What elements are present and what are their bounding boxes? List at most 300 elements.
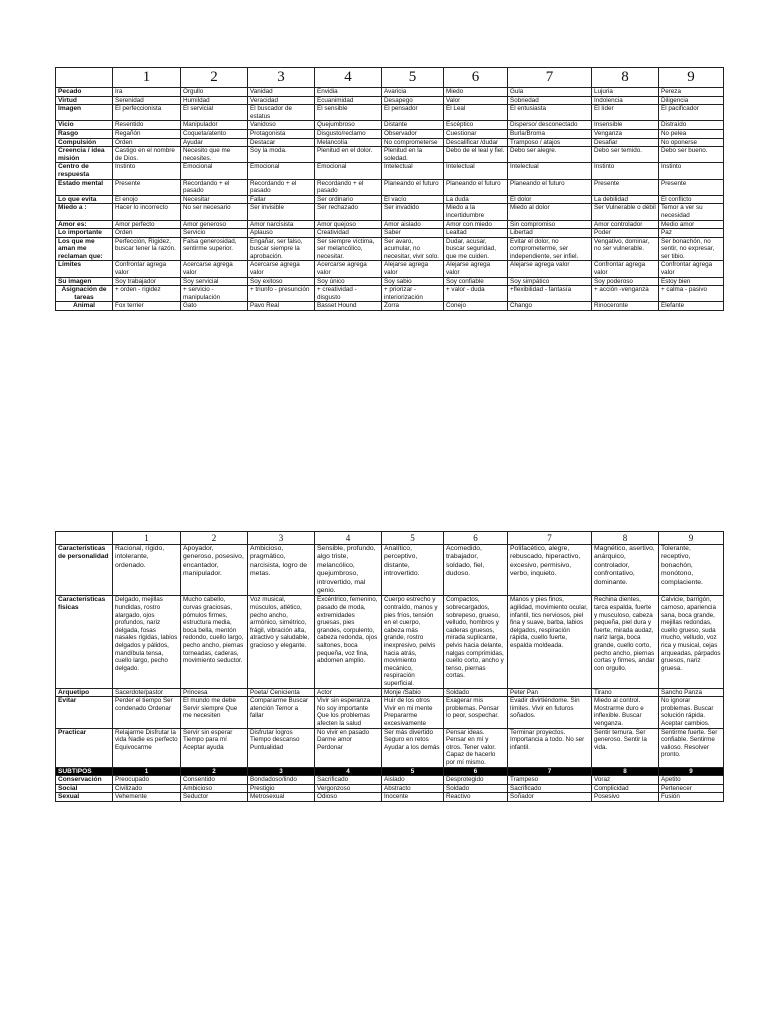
type-number-header: 2 (181, 68, 248, 88)
table-cell: Tolerante, receptivo, bonachón, monótono, complaciente. (659, 545, 724, 596)
table-row (56, 138, 724, 147)
table-cell: Abstracto (382, 784, 444, 793)
header-row (56, 68, 724, 88)
type-number-header: 2 (181, 767, 248, 776)
table-cell: Desprotegido (444, 776, 508, 785)
table-cell: Reactivo (444, 793, 508, 802)
table-cell: Vengativo, dominar, no ser vulnerable. (592, 237, 659, 261)
table-cell: Distraído (659, 121, 724, 130)
row-label: Características físicas (56, 596, 113, 688)
table-cell: Pereza (659, 88, 724, 97)
table-cell: Sin compromiso (508, 220, 592, 229)
table-cell: Servir sin esperar Tiempo para mí Aceptar ayuda (181, 728, 248, 767)
table-cell: Ser avaro, acumular, no necesitar, vivir solo. (382, 237, 444, 261)
table-cell: Observador (382, 129, 444, 138)
table-cell: Planeando el futuro (508, 179, 592, 195)
table-row (56, 545, 724, 596)
table-cell: Monje /Sabio (382, 688, 444, 697)
table-cell: Chango (508, 302, 592, 311)
header-row (56, 532, 724, 545)
table-cell: Perder el tiempo Ser condenado Ordenar (113, 697, 181, 728)
table-cell: El mundo me debe Servir siempre Que me necesiten (181, 697, 248, 728)
table-cell: Instinto (659, 163, 724, 179)
table-cell: Basset Hound (315, 302, 382, 311)
type-number-header: 9 (659, 68, 724, 88)
table-cell: Poeta/ Cenicienta (248, 688, 315, 697)
table-cell: Pensar ideas. Pensar en mí y otros. Tener valor. Capaz de hacerlo por mí mismo. (444, 728, 508, 767)
table-cell: Soy exitoso (248, 277, 315, 286)
table-cell: Conejo (444, 302, 508, 311)
table-cell: La debilidad (592, 195, 659, 204)
table-cell: Magnético, asertivo, anárquico, controlador, confrontativo, dominante. (592, 545, 659, 596)
table-cell: Poder (592, 229, 659, 238)
table-cell: Plenitud en el dolor. (315, 147, 382, 163)
table-row (56, 129, 724, 138)
table-cell: Vanidad (248, 88, 315, 97)
type-number-header: 3 (248, 68, 315, 88)
table-row (56, 195, 724, 204)
table-cell: Pertenecer (659, 784, 724, 793)
type-number-header: 9 (659, 532, 724, 545)
table-cell: Instinto (592, 163, 659, 179)
table-cell: Ser Vulnerable o débil (592, 204, 659, 220)
table-cell: Distante (382, 121, 444, 130)
table-cell: Recordando + el pasado (248, 179, 315, 195)
table-cell: Vivir sin esperanza No soy importante Que los problemas afecten la salud (315, 697, 382, 728)
table-cell: Elefante (659, 302, 724, 311)
table-cell: Ser bonachón, no sentir, no expresar, ser tibio. (659, 237, 724, 261)
subtype-row (56, 776, 724, 785)
table-cell: Alejarse agrega valor (382, 261, 444, 277)
table-cell: Tramposo / atajos (508, 138, 592, 147)
table-cell: No ignorar problemas. Buscar solución rápida. Aceptar cambios. (659, 697, 724, 728)
table-cell: Presente (113, 179, 181, 195)
table-cell: Soy poderoso (592, 277, 659, 286)
type-number-header: 4 (315, 532, 382, 545)
table-cell: Temor a ver su necesidad (659, 204, 724, 220)
enneagram-table-2 (55, 531, 724, 802)
table-cell: Soy la moda. (248, 147, 315, 163)
table-cell: Excéntrico, femenino, pasado de moda, extremidades gruesas, pies grandes, corpulento, cabeza redonda, ojos saltones, boca pequeña, voz fina, abdomen amplio. (315, 596, 382, 688)
table-cell: Instinto (113, 163, 181, 179)
row-label: Rasgo (56, 129, 113, 138)
table-cell: Diligencia (659, 96, 724, 105)
table-cell: Actor (315, 688, 382, 697)
table-cell: Amor perfecto (113, 220, 181, 229)
table-cell: Amor controlador (592, 220, 659, 229)
table-cell: Amor narcisista (248, 220, 315, 229)
table-cell: Confrontar agrega valor (592, 261, 659, 277)
type-number-header: 1 (113, 532, 181, 545)
header-corner (56, 68, 113, 88)
table-cell: El servicial (181, 105, 248, 121)
table-cell: Soy simpático (508, 277, 592, 286)
table-cell: Sentir ternura. Ser generoso. Sentir la vida. (592, 728, 659, 767)
table-cell: Necesito que me necesites. (181, 147, 248, 163)
table-cell: + triunfo - presunción (248, 286, 315, 302)
type-number-header: 7 (508, 532, 592, 545)
table-cell: Preocupado (113, 776, 181, 785)
table-cell: Falsa generosidad, sentirme superior. (181, 237, 248, 261)
table-cell: Ambicioso (181, 784, 248, 793)
type-number-header: 5 (382, 532, 444, 545)
table-cell: Evitar el dolor, no comprometerme, ser independiente, ser infiel. (508, 237, 592, 261)
table-cell: Ser rechazado (315, 204, 382, 220)
table-cell: Princesa (181, 688, 248, 697)
table-cell: Planeando el futuro (444, 179, 508, 195)
table-cell: Melancolía (315, 138, 382, 147)
type-number-header: 4 (315, 68, 382, 88)
table-cell: Humildad (181, 96, 248, 105)
table-cell: Apoyador, generoso, posesivo, encantador, manipulador. (181, 545, 248, 596)
type-number-header: 6 (444, 767, 508, 776)
table-cell: Civilizado (113, 784, 181, 793)
table-cell: Intelectual (508, 163, 592, 179)
table-cell: Necesitar (181, 195, 248, 204)
table-cell: Rechina dientes, tarca espalda, fuerte y musculoso, cabeza pequeña, piel dura y fuerte, mirada audaz, nariz larga, boca grande, cuello corto, pecho ancho, piernas cortas y firmes, andar con orgullo. (592, 596, 659, 688)
table-cell: Huir de los otros Vivir en mi mente Prepararme excesivamente (382, 697, 444, 728)
table-cell: Ser invadido (382, 204, 444, 220)
table-cell: Burla/Broma (508, 129, 592, 138)
table-cell: Perfección, Rigidez, buscar tener la razón. (113, 237, 181, 261)
table-cell: Bondadoso/lindo (248, 776, 315, 785)
table-cell: Destacar (248, 138, 315, 147)
table-cell: Soy trabajador (113, 277, 181, 286)
table-row (56, 179, 724, 195)
table-cell: Delgado, mejillas hundidas, rostro alargado, ojos profundos, nariz delgada, fosas nasales rígidas, labios delgados y pálidos, mandíbula tensa, cuello largo, pecho delgado. (113, 596, 181, 688)
table-cell: Confrontar agrega valor (113, 261, 181, 277)
type-number-header: 2 (181, 532, 248, 545)
table-cell: Fusión (659, 793, 724, 802)
table-cell: Calvicie, barrigón, carnoso, apariencia sana, boca grande, mejillas redondas, cuello grueso, suda mucho, velludo, voz rica y musical, cejas arqueadas, párpados gruesos, nariz gruesa. (659, 596, 724, 688)
row-label: Su imagen (56, 277, 113, 286)
table-cell: Envidia (315, 88, 382, 97)
table-cell: Amor aislado (382, 220, 444, 229)
table-cell: Vanidoso (248, 121, 315, 130)
row-label: Imagen (56, 105, 113, 121)
row-label: Compulsión (56, 138, 113, 147)
table-cell: Debo ser alegre. (508, 147, 592, 163)
table-row (56, 697, 724, 728)
table-cell: El entusiasta (508, 105, 592, 121)
table-cell: Sancho Panza (659, 688, 724, 697)
table-cell: Polifacético, alegre, rebuscado, hiperactivo, excesivo, permisivo, verbo, inquieto. (508, 545, 592, 596)
table-cell: Cuestionar (444, 129, 508, 138)
table-row (56, 688, 724, 697)
table-cell: Disgusto/reclamo (315, 129, 382, 138)
table-cell: El enojo (113, 195, 181, 204)
table-row (56, 728, 724, 767)
row-label: Características de personalidad (56, 545, 113, 596)
table-cell: Intelectual (444, 163, 508, 179)
table-cell: + servicio - manipulación (181, 286, 248, 302)
table-row (56, 163, 724, 179)
table-cell: Alejarse agrega valor (508, 261, 592, 277)
table-cell: No vivir en pasado Darme amor Perdonar (315, 728, 382, 767)
table-cell: Zorra (382, 302, 444, 311)
row-label: Miedo a : (56, 204, 113, 220)
table-cell: + creatividad - disgusto (315, 286, 382, 302)
table-cell: Soldado (444, 784, 508, 793)
table-row (56, 88, 724, 97)
row-label: Social (56, 784, 113, 793)
table-row (56, 596, 724, 688)
table-cell: Exagerar mis problemas. Pensar lo peor, sospechar. (444, 697, 508, 728)
type-number-header: 6 (444, 532, 508, 545)
table-cell: La duda (444, 195, 508, 204)
table-cell: Libertad (508, 229, 592, 238)
table-cell: Manipulador (181, 121, 248, 130)
table-cell: Castigo en el nombre de Dios. (113, 147, 181, 163)
table-row (56, 96, 724, 105)
table-cell: No oponerse (659, 138, 724, 147)
table-cell: Disperso/ desconectado (508, 121, 592, 130)
table-cell: Ser siempre víctima, ser melancólico, necesitar. (315, 237, 382, 261)
table-cell: No pelea (659, 129, 724, 138)
table-cell: Miedo (444, 88, 508, 97)
table-cell: Disfrutar logros Tiempo descanso Puntualidad (248, 728, 315, 767)
table-row (56, 302, 724, 311)
table-cell: El Leal (444, 105, 508, 121)
table-cell: Odioso (315, 793, 382, 802)
table-cell: Hacer lo incorrecto (113, 204, 181, 220)
table-cell: Serenidad (113, 96, 181, 105)
table-cell: Lealtad (444, 229, 508, 238)
table-cell: Valor (444, 96, 508, 105)
table-cell: Engañar, ser falso, buscar siempre la aprobación. (248, 237, 315, 261)
table-cell: Orden (113, 229, 181, 238)
table-cell: Mucho cabello, curvas graciosas, pómulos firmes, estructura media, boca bella, mentón redondo, cuello largo, pecho ancho, piernas torneadas, caderas, movimiento seductor. (181, 596, 248, 688)
table-cell: Ambicioso, pragmático, narcisista, logro de metas. (248, 545, 315, 596)
table-cell: Gato (181, 302, 248, 311)
table-cell: El pacificador (659, 105, 724, 121)
table-cell: Fox terrier (113, 302, 181, 311)
table-cell: Debo de el leal y fiel. (444, 147, 508, 163)
table-cell: Racional, rígido, intolerante, ordenado. (113, 545, 181, 596)
table-row (56, 204, 724, 220)
table-cell: Sentirme fuerte. Ser confiable. Sentirme valioso. Resolver pronto. (659, 728, 724, 767)
table-cell: Miedo al control. Mostrarme duro e inflexible. Buscar venganza. (592, 697, 659, 728)
type-number-header: 3 (248, 767, 315, 776)
table-cell: El pensador (382, 105, 444, 121)
table-cell: Desafiar (592, 138, 659, 147)
type-number-header: 6 (444, 68, 508, 88)
type-number-header: 5 (382, 767, 444, 776)
row-label: Asignación de tareas (56, 286, 113, 302)
table-cell: Plenitud en la soledad. (382, 147, 444, 163)
table-cell: No ser necesario (181, 204, 248, 220)
table-cell: Posesivo (592, 793, 659, 802)
table-row (56, 220, 724, 229)
table-cell: + acción -venganza (592, 286, 659, 302)
type-number-header: 7 (508, 767, 592, 776)
table-cell: Insensible (592, 121, 659, 130)
table-cell: Relajarme Disfrutar la vida Nadie es perfecto Equivocarme (113, 728, 181, 767)
table-cell: + priorizar - interiorización (382, 286, 444, 302)
row-label: Conservación (56, 776, 113, 785)
table-cell: Escéptico (444, 121, 508, 130)
table-cell: Metrosexual (248, 793, 315, 802)
table-cell: Trampeso (508, 776, 592, 785)
table-row (56, 105, 724, 121)
row-label: Los que me aman me reclaman que: (56, 237, 113, 261)
enneagram-table-1 (55, 67, 724, 311)
table-cell: El líder (592, 105, 659, 121)
table-cell: Debo ser temido. (592, 147, 659, 163)
table-cell: Soñador (508, 793, 592, 802)
table-cell: Acercarse agrega valor (181, 261, 248, 277)
type-number-header: 8 (592, 68, 659, 88)
table-cell: Planeando el futuro (382, 179, 444, 195)
type-number-header: 5 (382, 68, 444, 88)
table-cell: Miedo al dolor (508, 204, 592, 220)
table-row (56, 237, 724, 261)
header-corner (56, 532, 113, 545)
table-row (56, 261, 724, 277)
table-cell: Orgullo (181, 88, 248, 97)
table-cell: Coqueta/atento (181, 129, 248, 138)
table-cell: Miedo a la incertidumbre (444, 204, 508, 220)
table-cell: Tirano (592, 688, 659, 697)
table-cell: Ser más divertido Seguro en retos Ayudar a los demás (382, 728, 444, 767)
type-number-header: 7 (508, 68, 592, 88)
table-cell: Sacerdote/pastor (113, 688, 181, 697)
table-cell: Sacrificado (508, 784, 592, 793)
table-cell: Soy sabio (382, 277, 444, 286)
table-cell: + calma - pasivo (659, 286, 724, 302)
table-cell: Descalificar /dudar (444, 138, 508, 147)
table-cell: Lujuria (592, 88, 659, 97)
table-cell: Apetito (659, 776, 724, 785)
table-cell: No comprometerse (382, 138, 444, 147)
type-number-header: 3 (248, 532, 315, 545)
table-cell: El buscador de estatus (248, 105, 315, 121)
table-cell: Paz (659, 229, 724, 238)
table-cell: Prestigio (248, 784, 315, 793)
table-cell: Seductor (181, 793, 248, 802)
table-cell: El perfeccionista (113, 105, 181, 121)
table-cell: Orden (113, 138, 181, 147)
table-row (56, 229, 724, 238)
table-cell: Voz musical, músculos, atlético, pecho ancho, armónico, simétrico, frágil, vibración alta, atractivo y saludable, gracioso y elegante. (248, 596, 315, 688)
table-cell: + orden - rigidez (113, 286, 181, 302)
table-cell: Recordando + el pasado (181, 179, 248, 195)
row-label: Arquetipo (56, 688, 113, 697)
row-label: Sexual (56, 793, 113, 802)
table-cell: Venganza (592, 129, 659, 138)
table-cell: Cuerpo estrecho y contraído, manos y pies fríos, tensión en el cuerpo, cabeza más grande, rostro inexpresivo, pelvis hacia atrás, movimiento mecánico, respiración superficial. (382, 596, 444, 688)
table-cell: Aplauso (248, 229, 315, 238)
type-number-header: 8 (592, 532, 659, 545)
table-cell: Sensible, profundo, algo triste, melancólico, quejumbroso, introvertido, mal genio. (315, 545, 382, 596)
table-cell: Presente (592, 179, 659, 195)
row-label: Amor es: (56, 220, 113, 229)
row-label: Lo que evita (56, 195, 113, 204)
table-cell: Servicio (181, 229, 248, 238)
row-label: Estado mental (56, 179, 113, 195)
table-cell: Gula (508, 88, 592, 97)
type-number-header: 9 (659, 767, 724, 776)
table-cell: Amor quejoso (315, 220, 382, 229)
row-label: Practicar (56, 728, 113, 767)
table-cell: Soy servicial (181, 277, 248, 286)
table-cell: Indolencia (592, 96, 659, 105)
table-cell: Ser invisible (248, 204, 315, 220)
table-cell: Emocional (315, 163, 382, 179)
row-label: Animal (56, 302, 113, 311)
table-cell: Voraz (592, 776, 659, 785)
table-cell: Desapego (382, 96, 444, 105)
table-cell: Saber (382, 229, 444, 238)
table-cell: Regañón (113, 129, 181, 138)
table-cell: Vergonzoso (315, 784, 382, 793)
table-cell: Aislado (382, 776, 444, 785)
table-cell: Presente (659, 179, 724, 195)
table-cell: Ayudar (181, 138, 248, 147)
type-number-header: 8 (592, 767, 659, 776)
table-cell: Compactos, sobrecargados, sobrepeso, grueso, velludo, hombros y caderas gruesos, mirada suplicante, pelvis hacia delante, nalgas comprimidas, cuello corto, ancho y tenso, piernas cortas. (444, 596, 508, 688)
table-cell: Estoy bien (659, 277, 724, 286)
table-cell: Sacrificado (315, 776, 382, 785)
table-cell: Creatividad (315, 229, 382, 238)
table-cell: Medio amor (659, 220, 724, 229)
table-cell: Fallar (248, 195, 315, 204)
table-cell: Soy único (315, 277, 382, 286)
row-label: Centro de respuesta (56, 163, 113, 179)
table-cell: El dolor (508, 195, 592, 204)
table-cell: Confrontar agrega valor (659, 261, 724, 277)
table-cell: Intelectual (382, 163, 444, 179)
table-cell: Protagonista (248, 129, 315, 138)
table-cell: Emocional (248, 163, 315, 179)
table-cell: Ecuanimidad (315, 96, 382, 105)
table-cell: Amor generoso (181, 220, 248, 229)
table-cell: Quejumbroso (315, 121, 382, 130)
table-row (56, 121, 724, 130)
table-cell: El sensible (315, 105, 382, 121)
table-cell: Debo ser bueno. (659, 147, 724, 163)
subtypes-label: SUBTIPOS (56, 767, 113, 776)
table-cell: Amor con miedo (444, 220, 508, 229)
table-cell: El conflicto (659, 195, 724, 204)
subtypes-header-row (56, 767, 724, 776)
row-label: Evitar (56, 697, 113, 728)
table-row (56, 147, 724, 163)
type-number-header: 1 (113, 68, 181, 88)
table-cell: Compararme Buscar atención Temor a fallar (248, 697, 315, 728)
type-number-header: 1 (113, 767, 181, 776)
table-cell: Acercarse agrega valor (248, 261, 315, 277)
table-cell: Evadir divirtiéndome. Sin límites. Vivir en futuros soñados. (508, 697, 592, 728)
table-cell: Resentido (113, 121, 181, 130)
table-cell: Soy confiable (444, 277, 508, 286)
table-cell: Avaricia (382, 88, 444, 97)
row-label: Virtud (56, 96, 113, 105)
table-cell: Analítico, perceptivo, distante, introvertido. (382, 545, 444, 596)
subtype-row (56, 784, 724, 793)
table-cell: Sobriedad (508, 96, 592, 105)
table-cell: Ira (113, 88, 181, 97)
table-row (56, 277, 724, 286)
row-label: Lo importante (56, 229, 113, 238)
table-cell: Terminar proyectos. Importancia a todo. No ser infantil. (508, 728, 592, 767)
table-cell: Acomedido, trabajador, soldado, fiel, dudoso. (444, 545, 508, 596)
table-cell: Soldado (444, 688, 508, 697)
table-cell: El vacío (382, 195, 444, 204)
table-row (56, 286, 724, 302)
row-label: Vicio (56, 121, 113, 130)
table-cell: Inocente (382, 793, 444, 802)
